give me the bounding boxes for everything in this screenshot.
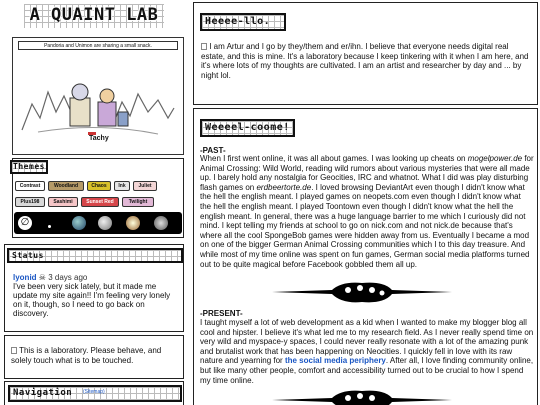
hero-caption: Pandoria and Unimon are sharing a small snack. [18,41,178,50]
status-panel [4,244,184,332]
hello-text-block [201,42,533,80]
past-paragraph [200,154,534,269]
themes-panel [12,158,184,238]
past-text-1: When I first went online, it was all about games. I was looking up cheats on [200,154,468,163]
present-paragraph [200,318,534,385]
status-message: I've been very sick lately, but it made me update my site again!! I'm feeling very lonely on it, though, so I need to go back on discovery. [13,282,171,318]
welcome-heading: Weeeel-coome! [200,119,295,137]
erdbeertorte-site: erdbeertorte.de [256,182,312,192]
navigation-heading: Navigation [8,385,182,402]
social-media-periphery-link[interactable]: the social media periphery [284,356,386,366]
theme-button-chaos[interactable]: Chaos [87,181,111,191]
themes-heading: Themes [10,160,48,174]
mogelpower-site: mogelpower.de [467,154,523,163]
present-label: -PRESENT- [200,309,243,318]
sparkle-icon[interactable] [48,225,51,228]
planet-icon[interactable] [72,216,86,230]
past-text-2: for Animal Crossing: Wild World, reading wild rumors about various mysteries that were all made up. I barely hold any nostalgia for Geocities, IRC and whatnot. What I did was play disturbing flash games on [200,154,534,192]
site-title: A QUAINT LAB [24,4,164,28]
status-username[interactable]: lyonid [13,273,37,282]
past-label: -PAST- [200,146,226,155]
theme-button-plus198[interactable]: Plus198 [15,197,45,207]
theme-button-woodland[interactable]: Woodland [48,181,84,191]
theme-button-juliet[interactable]: Juliet [133,181,157,191]
bird-icon[interactable] [154,216,168,230]
laboratory-image-frame [4,335,184,379]
theme-button-ink[interactable]: Ink [114,181,130,191]
moon-icon[interactable] [98,216,112,230]
past-text-3: . I loved browsing DeviantArt even though I didn't know what the hell the english meant. I played games on neopets.com even though I didn't know what the hell the english meant. I played Toontown even though I didn't know what the hell the english meant. In general, there was a huge language barrier to me which I curiously did not mind. I kept telling my friends at school to go on nick.com and not nick.de because that's where all the cool SpongeBob games were hidden away from us. Eventually I became a mod on one of the bigger German Animal Crossing communities which I to this day treasure. And while most of my time online was spent on fun games, German social media platforms turned out to be quite magical before Facebook gobbled them all up. [200,182,530,269]
hello-heading: Heeee-llo. [200,13,286,31]
site-title-banner [4,2,182,30]
sitemap-link[interactable]: (Sitemap) [83,389,105,395]
theme-button-sunset-red[interactable]: Sunset Red [81,197,119,207]
broken-image-icon [201,43,207,50]
no-symbol-icon[interactable]: ∅ [18,216,32,230]
theme-button-contrast[interactable]: Contrast [15,181,45,191]
eye-icon[interactable] [126,216,140,230]
laboratory-image-alt-text: This is a laboratory. Please behave, and solely touch what is to be touched. [11,346,162,365]
hero-image-frame [12,37,184,155]
hello-panel [193,2,538,105]
ornamental-divider-2 [272,385,452,405]
hello-text: I am Artur and I go by they/them and er/ihn. I believe that everyone needs digital real estate, and this is mine. It's a laboratory because I keep tinkering with it when I am here, and it's where lots of my thoughts are cultivated. I am an artist and researcher by day and ... by night lol. [201,42,529,80]
skull-icon: ☠ [38,273,46,282]
status-timestamp: 3 days ago [48,273,88,282]
ornamental-divider [272,277,452,307]
present-text-2: . After all, I love finding community online, but like many other people, comfort and accessibility turned out to be crucial to how I spend my time online. [200,356,534,385]
laboratory-image-alt [11,346,179,366]
theme-icon-row [14,212,182,234]
theme-button-sashimi[interactable]: Sashimi [48,197,78,207]
theme-button-twilight[interactable]: Twilight [122,197,154,207]
navigation-panel [4,381,184,405]
hero-badge: Tachy [89,135,109,142]
status-heading: Status [7,248,183,263]
status-body [13,273,179,318]
present-text-1: I taught myself a lot of web development as a kid when I wanted to make my blogger blog all cool and hipster. I believe it's what led me to my research field. As I never really spend time on very wild and myspace-y spaces, I could never really resonate with a lot of the amazing punk and brutalist work that has been happening on Neocities. I quickly fell in love with its raw nature and yearning for [200,318,534,366]
welcome-panel [193,108,538,405]
broken-image-icon [11,347,17,354]
